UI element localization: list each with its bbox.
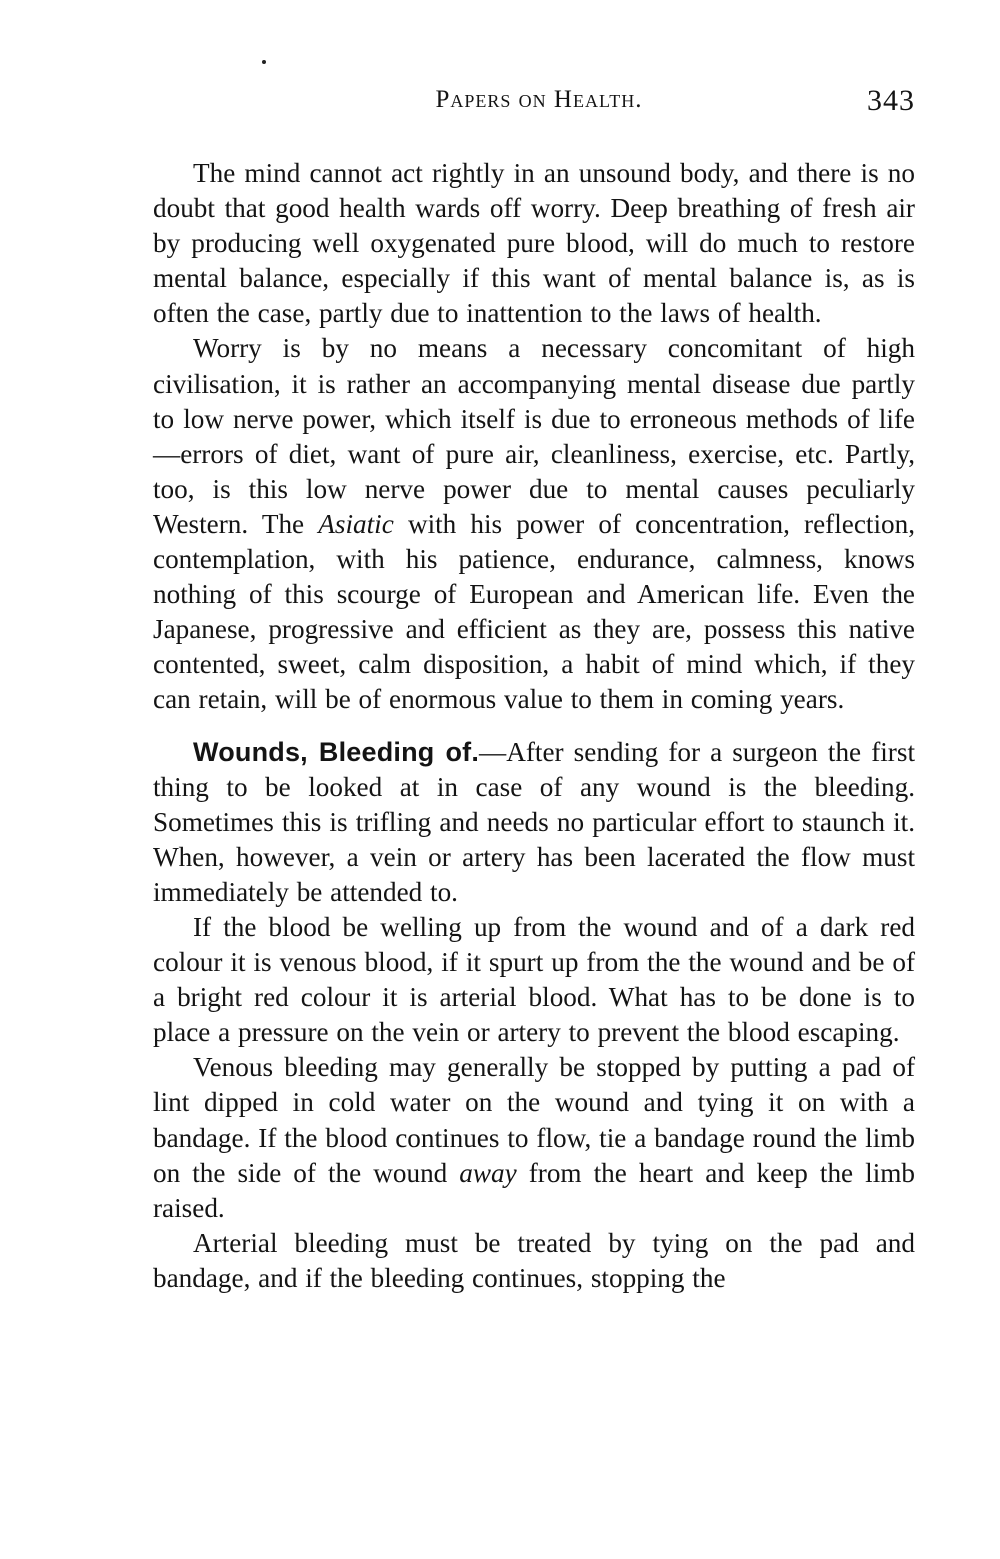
print-speck <box>262 60 266 64</box>
running-head: Papers on Health. <box>435 86 643 113</box>
paragraph-text: Venous bleeding may generally be stopped by putting a pad of lint dipped in cold water on the wound and tying it on with a bandage. If the blood continues to flow, tie a bandage round the limb on the side of the wound <box>153 1052 915 1188</box>
paragraph-venous-bleeding <box>153 1050 915 1225</box>
paragraph-worry-health <box>153 156 915 331</box>
italic-term: away <box>459 1157 517 1188</box>
paragraph-text: Arterial bleeding must be treated by tying on the pad and bandage, and if the bleeding continues, stopping the <box>153 1227 915 1293</box>
paragraph-text: —After sending for a surgeon the first thing to be looked at in case of any wound is the bleeding. Sometimes this is trifling and needs no particular effort to staunch it. When, however, a vein or artery has been lacerated the flow must immediately be attended to. <box>153 736 915 907</box>
paragraph-text: with his power of concentration, reflection, contemplation, with his patience, endurance, calmness, knows nothing of this scourge of European and American life. Even the Japanese, progressive and efficient as they are, possess this native contented, sweet, calm disposition, a habit of mind which, if they can retain, will be of enormous value to them in coming years. <box>153 508 915 715</box>
paragraph-text: If the blood be welling up from the wound and of a dark red colour it is venous blood, if it spurt up from the the wound and be of a bright red colour it is arterial blood. What has to be done is to place a pressure on the vein or artery to prevent the blood escaping. <box>153 911 915 1048</box>
paragraph-text: from the heart and keep the limb raised. <box>153 1157 915 1223</box>
entry-wounds-bleeding <box>153 735 915 910</box>
paragraph-text: The <box>261 508 319 539</box>
body-text <box>153 156 915 1296</box>
italic-term: Asiatic <box>318 508 394 539</box>
paragraph-worry-civilisation <box>153 331 915 717</box>
entry-title: Wounds, Bleeding of. <box>193 736 480 767</box>
paragraph-text: Worry is by no means a necessary concomitant of high civilisation, it is rather an accompanying mental disease due partly to low nerve power, which itself is due to erroneous methods of life—errors of diet, want of pure air, cleanliness, exercise, etc. Partly, too, is this low nerve power due to mental causes peculiarly Western. <box>153 333 915 539</box>
page-header <box>153 86 915 126</box>
paragraph-text: The mind cannot act rightly in an unsound body, and there is no doubt that good health wards off worry. Deep breathing of fresh air by producing well oxygenated pure blood, will do much to restore mental balance, especially if this want of mental balance is, as is often the case, partly due to inattention to the laws of health. <box>153 158 915 329</box>
paragraph-blood-colour <box>153 910 915 1050</box>
page-number: 343 <box>867 84 915 117</box>
paragraph-arterial-bleeding <box>153 1226 915 1296</box>
